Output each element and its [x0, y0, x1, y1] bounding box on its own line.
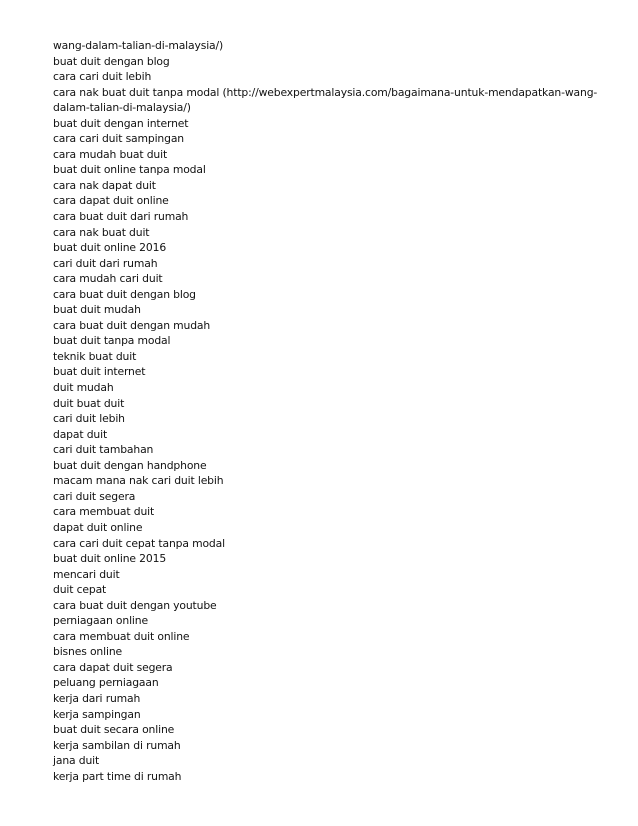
text-line: cari duit segera	[53, 489, 136, 503]
text-line: cara nak dapat duit	[53, 178, 156, 192]
text-line: macam mana nak cari duit lebih	[53, 474, 224, 488]
text-line: mencari duit	[53, 567, 120, 581]
text-line: cara membuat duit online	[53, 629, 190, 643]
text-line: teknik buat duit	[53, 349, 137, 363]
text-line: cara buat duit dari rumah	[53, 210, 189, 224]
text-line: cara nak buat duit tanpa modal (http://webexpertmalaysia.com/bagaimana-untuk-mendapatkan-wang-	[53, 85, 598, 99]
text-line: cara mudah cari duit	[53, 272, 163, 286]
document-page	[53, 38, 598, 784]
text-line: duit buat duit	[53, 396, 125, 410]
text-line: bisnes online	[53, 645, 123, 659]
text-line: buat duit tanpa modal	[53, 334, 171, 348]
text-line: buat duit secara online	[53, 723, 175, 737]
text-line: cari duit lebih	[53, 412, 125, 426]
text-line: dapat duit online	[53, 520, 143, 534]
keyword-list	[53, 38, 598, 784]
text-line: cara buat duit dengan blog	[53, 287, 196, 301]
text-line: peluang perniagaan	[53, 676, 159, 690]
text-line: buat duit dengan internet	[53, 116, 189, 130]
text-line: cara dapat duit segera	[53, 660, 173, 674]
text-line: cara buat duit dengan youtube	[53, 598, 217, 612]
text-line: buat duit online 2016	[53, 241, 167, 255]
text-line: perniagaan online	[53, 614, 148, 628]
text-line: wang-dalam-talian-di-malaysia/)	[53, 39, 224, 52]
text-line: kerja part time di rumah	[53, 769, 182, 783]
text-line: buat duit dengan blog	[53, 54, 170, 68]
text-line: buat duit internet	[53, 365, 146, 379]
text-line: cara dapat duit online	[53, 194, 169, 208]
text-line: cara cari duit sampingan	[53, 132, 184, 146]
text-line: dapat duit	[53, 427, 108, 441]
text-line: kerja dari rumah	[53, 691, 141, 705]
text-line: buat duit online 2015	[53, 552, 167, 566]
text-line: dalam-talian-di-malaysia/)	[53, 101, 191, 115]
text-line: duit cepat	[53, 583, 107, 597]
text-line: buat duit dengan handphone	[53, 458, 207, 472]
text-line: kerja sambilan di rumah	[53, 738, 181, 752]
text-line: cara nak buat duit	[53, 225, 150, 239]
text-line: cara mudah buat duit	[53, 147, 168, 161]
text-line: cara cari duit cepat tanpa modal	[53, 536, 225, 550]
text-line: cari duit dari rumah	[53, 256, 158, 270]
text-line: duit mudah	[53, 381, 114, 395]
text-line: buat duit online tanpa modal	[53, 163, 206, 177]
text-line: buat duit mudah	[53, 303, 141, 317]
text-line: cara buat duit dengan mudah	[53, 318, 211, 332]
text-line: kerja sampingan	[53, 707, 141, 721]
text-line: cara membuat duit	[53, 505, 155, 519]
text-line: jana duit	[53, 754, 100, 768]
text-line: cara cari duit lebih	[53, 70, 152, 84]
text-line: cari duit tambahan	[53, 443, 154, 457]
